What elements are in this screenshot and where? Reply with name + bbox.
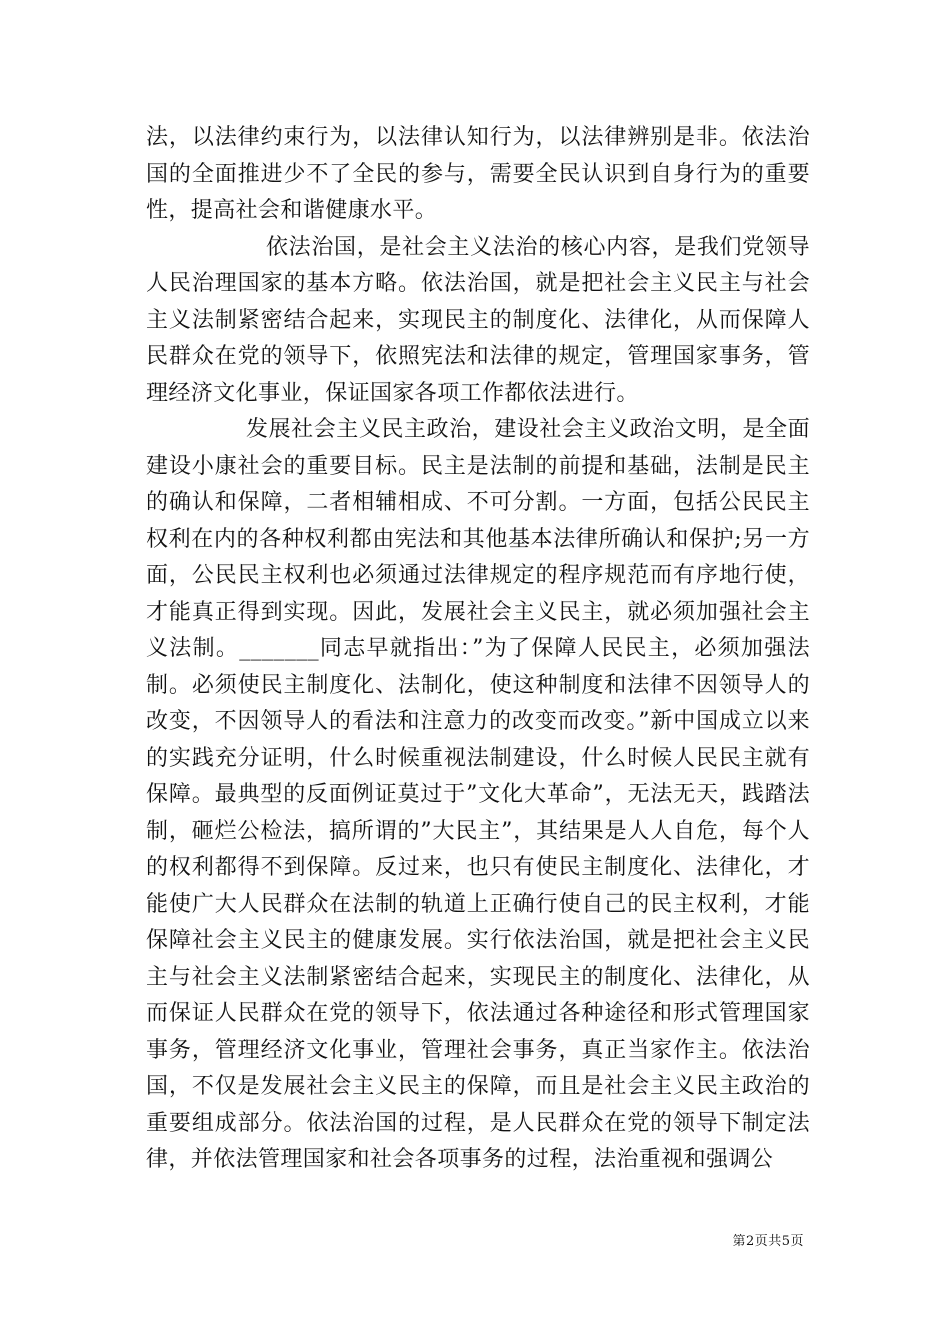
paragraph-2: 依法治国，是社会主义法治的核心内容，是我们党领导人民治理国家的基本方略。依法治国，就是把社会主义民主与社会主义法制紧密结合起来，实现民主的制度化、法律化，从而保障人民群众在党的领导下，依照宪法和法律的规定，管理国家事务，管理经济文化事业，保证国家各项工作都依法进行。 bbox=[146, 234, 810, 406]
page-number-footer: 第2页共5页 bbox=[732, 1234, 804, 1249]
paragraph-3: 发展社会主义民主政治，建设社会主义政治文明，是全面建设小康社会的重要目标。民主是法制的前提和基础，法制是民主的确认和保障，二者相辅相成、不可分割。一方面，包括公民民主权利在内的各种权利都由宪法和其他基本法律所确认和保护;另一方面，公民民主权利也必须通过法律规定的程序规范而有序地行使，才能真正得到实现。因此，发展社会主义民主，就必须加强社会主义法制。_______同志早就指出：”为了保障人民民主，必须加强法制。必须使民主制度化、法制化，使这种制度和法律不因领导人的改变，不因领导人的看法和注意力的改变而改变。”新中国成立以来的实践充分证明，什么时候重视法制建设，什么时候人民民主就有保障。最典型的反面例证莫过于”文化大革命”，无法无天，践踏法制，砸烂公检法，搞所谓的”大民主”，其结果是人人自危，每个人的权利都得不到保障。反过来，也只有使民主制度化、法律化，才能使广大人民群众在法制的轨道上正确行使自己的民主权利，才能保障社会主义民主的健康发展。实行依法治国，就是把社会主义民主与社会主义法制紧密结合起来，实现民主的制度化、法律化，从而保证人民群众在党的领导下，依法通过各种途径和形式管理国家事务，管理经济文化事业，管理社会事务，真正当家作主。依法治国，不仅是发展社会主义民主的保障，而且是社会主义民主政治的重要组成部分。依法治国的过程，是人民群众在党的领导下制定法律，并依法管理国家和社会各项事务的过程，法治重视和强调公 bbox=[146, 417, 810, 1172]
document-body bbox=[146, 120, 810, 1179]
paragraph-1: 法，以法律约束行为，以法律认知行为，以法律辨别是非。依法治国的全面推进少不了全民的参与，需要全民认识到自身行为的重要性，提高社会和谐健康水平。 bbox=[146, 125, 810, 223]
